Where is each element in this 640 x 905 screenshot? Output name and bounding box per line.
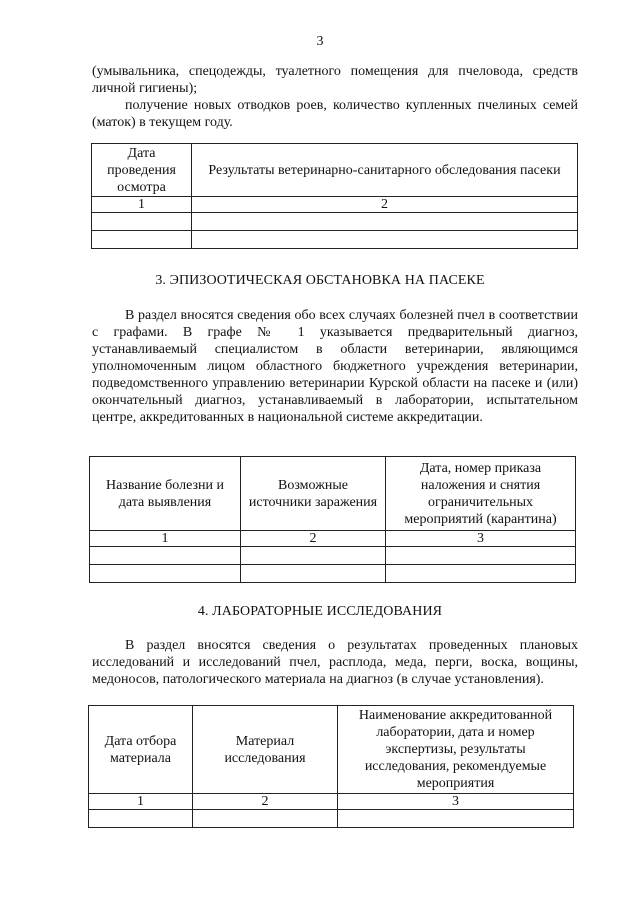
column-number: 1 — [92, 197, 192, 213]
table-cell — [241, 565, 386, 583]
inspection-results-header: Результаты ветеринарно-санитарного обследования пасеки — [192, 144, 578, 197]
section-4-title: 4. ЛАБОРАТОРНЫЕ ИССЛЕДОВАНИЯ — [197, 604, 443, 619]
intro-paragraph-2: получение новых отводков роев, количество купленных пчелиных семей (маток) в текущем году. — [92, 98, 578, 130]
section-4-paragraph: В раздел вносятся сведения о результатах проведенных плановых исследований и исследований пчел, расплода, меда, перги, воска, вощины, медоносов, патологического материала на диагноз (в случае установления). — [92, 638, 578, 687]
quarantine-order-header: Дата, номер приказа наложения и снятия ограничительных мероприятий (карантина) — [386, 457, 576, 531]
column-number: 2 — [192, 197, 578, 213]
section-3-title: 3. ЭПИЗООТИЧЕСКАЯ ОБСТАНОВКА НА ПАСЕКЕ — [155, 273, 485, 288]
page-number: 3 — [316, 34, 324, 49]
column-number: 2 — [193, 794, 338, 810]
laboratory-results-header: Наименование аккредитованной лаборатории, дата и номер экспертизы, результаты исследования, рекомендуемые мероприятия — [338, 706, 574, 794]
sampling-date-header: Дата отбора материала — [89, 706, 193, 794]
column-number: 2 — [241, 531, 386, 547]
infection-sources-header: Возможные источники заражения — [241, 457, 386, 531]
table-cell — [90, 565, 241, 583]
epizootic-table — [89, 456, 576, 583]
table-cell — [193, 810, 338, 828]
column-number: 1 — [90, 531, 241, 547]
table-cell — [386, 547, 576, 565]
disease-name-header: Название болезни и дата выявления — [90, 457, 241, 531]
inspection-date-header: Дата проведения осмотра — [92, 144, 192, 197]
research-material-header: Материал исследования — [193, 706, 338, 794]
table-cell — [89, 810, 193, 828]
inspection-table — [91, 143, 578, 249]
column-number: 3 — [338, 794, 574, 810]
table-cell — [192, 231, 578, 249]
section-3-paragraph: В раздел вносятся сведения обо всех случаях болезней пчел в соответствии с графами. В графе № 1 указывается предварительный диагноз, устанавливаемый специалистом в области ветеринарии, являющимся уполномоченным лицом областного бюджетного учреждения ветеринарии, подведомственного управлению ветеринарии Курской области на пасеке и (или) окончательный диагноз, устанавливаемый в лаборатории, испытательном центре, аккредитованных в национальной системе аккредитации. — [92, 308, 578, 425]
table-cell — [241, 547, 386, 565]
table-cell — [92, 213, 192, 231]
table-cell — [92, 231, 192, 249]
column-number: 3 — [386, 531, 576, 547]
column-number: 1 — [89, 794, 193, 810]
table-cell — [338, 810, 574, 828]
lab-research-table — [88, 705, 574, 828]
intro-paragraph-1: (умывальника, спецодежды, туалетного помещения для пчеловода, средств личной гигиены); — [92, 64, 578, 96]
table-cell — [386, 565, 576, 583]
table-cell — [192, 213, 578, 231]
table-cell — [90, 547, 241, 565]
